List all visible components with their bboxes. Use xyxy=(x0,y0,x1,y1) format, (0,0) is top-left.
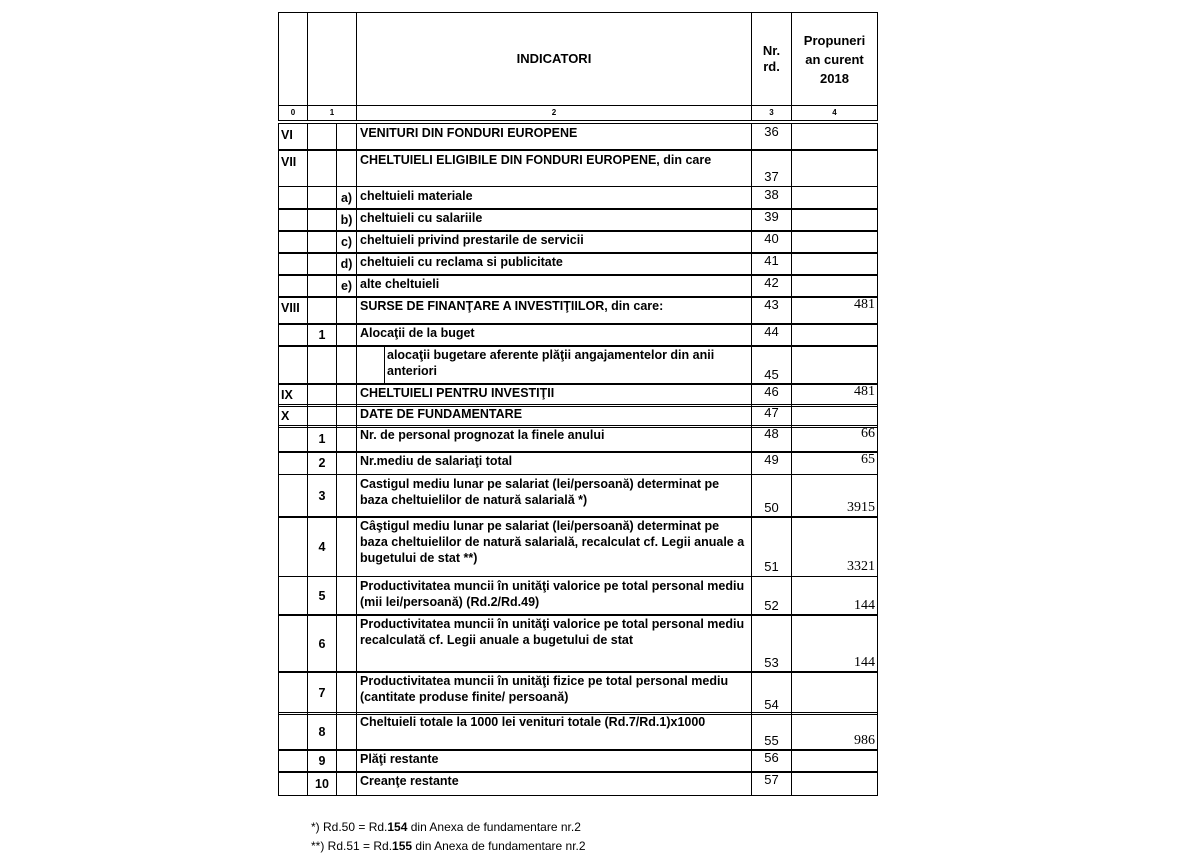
row-letter: e) xyxy=(336,274,357,298)
row-nr-rd: 52 xyxy=(751,576,792,616)
col-index-3: 3 xyxy=(751,105,792,121)
row-indicator-label: Plăţi restante xyxy=(356,749,752,773)
row-propuneri-value: 3321 xyxy=(791,516,878,577)
row-indicator-label: alocaţii bugetare aferente plăţii angajamentelor din anii anteriori xyxy=(356,345,752,385)
row-indicator-label: alte cheltuieli xyxy=(356,274,752,298)
row-nr-rd: 55 xyxy=(751,712,792,751)
row-roman-numeral: IX xyxy=(278,383,308,407)
row-indicator-label: Câştigul mediu lunar pe salariat (lei/persoană) determinat pe baza cheltuielilor de natură salarială, recalculat cf. Legii anuale a bugetului de stat **) xyxy=(356,516,752,577)
row-propuneri-value xyxy=(791,749,878,773)
row-roman-numeral: X xyxy=(278,404,308,428)
row-nr-rd: 46 xyxy=(751,383,792,407)
row-propuneri-value: 65 xyxy=(791,451,878,475)
row-roman-numeral xyxy=(278,230,308,254)
row-roman-numeral xyxy=(278,671,308,715)
row-nr-rd: 50 xyxy=(751,474,792,518)
row-number xyxy=(307,345,337,385)
row-indicator-label: cheltuieli privind prestarile de servicii xyxy=(356,230,752,254)
row-number xyxy=(307,186,337,210)
row-propuneri-value: 3915 xyxy=(791,474,878,518)
row-propuneri-value xyxy=(791,230,878,254)
indent-divider xyxy=(384,345,385,385)
row-propuneri-value: 481 xyxy=(791,296,878,325)
row-nr-rd: 37 xyxy=(751,150,792,187)
row-indicator-label: CHELTUIELI ELIGIBILE DIN FONDURI EUROPENE, din care xyxy=(356,150,752,187)
row-letter: b) xyxy=(336,208,357,232)
row-indicator-label: cheltuieli cu reclama si publicitate xyxy=(356,252,752,276)
row-roman-numeral xyxy=(278,576,308,616)
header-blank-col1 xyxy=(307,12,357,106)
row-roman-numeral xyxy=(278,252,308,276)
row-indicator-label: Creanţe restante xyxy=(356,771,752,796)
row-roman-numeral: VII xyxy=(278,150,308,187)
col-index-2: 2 xyxy=(356,105,752,121)
col-index-4: 4 xyxy=(791,105,878,121)
row-letter xyxy=(336,123,357,150)
row-propuneri-value: 481 xyxy=(791,383,878,407)
row-indicator-label: VENITURI DIN FONDURI EUROPENE xyxy=(356,123,752,150)
row-propuneri-value xyxy=(791,208,878,232)
row-letter: a) xyxy=(336,186,357,210)
row-indicator-label: cheltuieli cu salariile xyxy=(356,208,752,232)
row-roman-numeral xyxy=(278,425,308,453)
row-propuneri-value: 986 xyxy=(791,712,878,751)
row-letter xyxy=(336,576,357,616)
row-roman-numeral xyxy=(278,345,308,385)
row-number xyxy=(307,123,337,150)
row-letter: c) xyxy=(336,230,357,254)
row-nr-rd: 41 xyxy=(751,252,792,276)
row-indicator-label: Castigul mediu lunar pe salariat (lei/persoană) determinat pe baza cheltuielilor de natură salarială *) xyxy=(356,474,752,518)
row-propuneri-value xyxy=(791,345,878,385)
footnote-1: *) Rd.50 = Rd.154 din Anexa de fundamentare nr.2 xyxy=(311,820,581,834)
row-nr-rd: 51 xyxy=(751,516,792,577)
row-nr-rd: 57 xyxy=(751,771,792,796)
row-indicator-label: CHELTUIELI PENTRU INVESTIŢII xyxy=(356,383,752,407)
row-roman-numeral xyxy=(278,712,308,751)
row-indicator-label: Nr.mediu de salariaţi total xyxy=(356,451,752,475)
row-nr-rd: 40 xyxy=(751,230,792,254)
row-roman-numeral xyxy=(278,474,308,518)
row-number: 2 xyxy=(307,451,337,475)
row-nr-rd: 44 xyxy=(751,323,792,347)
row-propuneri-value xyxy=(791,252,878,276)
row-indicator-label: Alocaţii de la buget xyxy=(356,323,752,347)
row-number xyxy=(307,296,337,325)
row-number xyxy=(307,230,337,254)
row-roman-numeral: VIII xyxy=(278,296,308,325)
row-roman-numeral: VI xyxy=(278,123,308,150)
row-nr-rd: 49 xyxy=(751,451,792,475)
header-indicatori: INDICATORI xyxy=(356,12,752,106)
row-number: 6 xyxy=(307,614,337,673)
row-letter xyxy=(336,516,357,577)
row-indicator-label: Productivitatea muncii în unităţi fizice pe total personal mediu (cantitate produse finite/ persoană) xyxy=(356,671,752,715)
row-number: 8 xyxy=(307,712,337,751)
row-propuneri-value: 66 xyxy=(791,425,878,453)
row-roman-numeral xyxy=(278,274,308,298)
row-propuneri-value xyxy=(791,274,878,298)
row-roman-numeral xyxy=(278,516,308,577)
row-letter xyxy=(336,614,357,673)
header-nr-rd: Nr. rd. xyxy=(751,12,792,106)
row-letter xyxy=(336,345,357,385)
row-indicator-label: DATE DE FUNDAMENTARE xyxy=(356,404,752,428)
row-nr-rd: 45 xyxy=(751,345,792,385)
row-propuneri-value xyxy=(791,150,878,187)
row-number xyxy=(307,150,337,187)
row-number: 5 xyxy=(307,576,337,616)
row-nr-rd: 54 xyxy=(751,671,792,715)
row-nr-rd: 36 xyxy=(751,123,792,150)
row-nr-rd: 53 xyxy=(751,614,792,673)
row-propuneri-value: 144 xyxy=(791,614,878,673)
row-letter xyxy=(336,712,357,751)
row-letter xyxy=(336,771,357,796)
row-propuneri-value: 144 xyxy=(791,576,878,616)
row-roman-numeral xyxy=(278,323,308,347)
row-indicator-label: Nr. de personal prognozat la finele anului xyxy=(356,425,752,453)
row-number: 7 xyxy=(307,671,337,715)
row-letter xyxy=(336,474,357,518)
row-indicator-label: SURSE DE FINANŢARE A INVESTIŢIILOR, din care: xyxy=(356,296,752,325)
row-nr-rd: 48 xyxy=(751,425,792,453)
row-letter xyxy=(336,749,357,773)
row-number xyxy=(307,208,337,232)
row-number xyxy=(307,274,337,298)
row-letter xyxy=(336,425,357,453)
row-number: 10 xyxy=(307,771,337,796)
row-indicator-label: Productivitatea muncii în unităţi valorice pe total personal mediu (mii lei/persoană) (Rd.2/Rd.49) xyxy=(356,576,752,616)
col-index-0: 0 xyxy=(278,105,308,121)
row-letter xyxy=(336,323,357,347)
row-roman-numeral xyxy=(278,451,308,475)
row-indicator-label: Productivitatea muncii în unităţi valorice pe total personal mediu recalculată cf. Legii anuale a bugetului de stat xyxy=(356,614,752,673)
header-blank-col0 xyxy=(278,12,308,106)
row-propuneri-value xyxy=(791,771,878,796)
header-propuneri: Propuneri an curent 2018 xyxy=(791,12,878,106)
row-indicator-label: cheltuieli materiale xyxy=(356,186,752,210)
row-indicator-label: Cheltuieli totale la 1000 lei venituri totale (Rd.7/Rd.1)x1000 xyxy=(356,712,752,751)
row-letter: d) xyxy=(336,252,357,276)
row-propuneri-value xyxy=(791,323,878,347)
row-roman-numeral xyxy=(278,186,308,210)
row-roman-numeral xyxy=(278,614,308,673)
row-number: 4 xyxy=(307,516,337,577)
row-propuneri-value xyxy=(791,671,878,715)
row-letter xyxy=(336,150,357,187)
row-roman-numeral xyxy=(278,749,308,773)
row-propuneri-value xyxy=(791,186,878,210)
row-number: 9 xyxy=(307,749,337,773)
footnote-2: **) Rd.51 = Rd.155 din Anexa de fundamentare nr.2 xyxy=(311,839,586,853)
row-number xyxy=(307,252,337,276)
row-nr-rd: 47 xyxy=(751,404,792,428)
row-letter xyxy=(336,451,357,475)
row-letter xyxy=(336,671,357,715)
row-number: 1 xyxy=(307,323,337,347)
row-propuneri-value xyxy=(791,123,878,150)
row-nr-rd: 39 xyxy=(751,208,792,232)
row-nr-rd: 38 xyxy=(751,186,792,210)
row-nr-rd: 43 xyxy=(751,296,792,325)
row-nr-rd: 56 xyxy=(751,749,792,773)
row-number: 3 xyxy=(307,474,337,518)
row-roman-numeral xyxy=(278,208,308,232)
row-roman-numeral xyxy=(278,771,308,796)
col-index-1: 1 xyxy=(307,105,357,121)
row-nr-rd: 42 xyxy=(751,274,792,298)
row-letter xyxy=(336,296,357,325)
row-number: 1 xyxy=(307,425,337,453)
